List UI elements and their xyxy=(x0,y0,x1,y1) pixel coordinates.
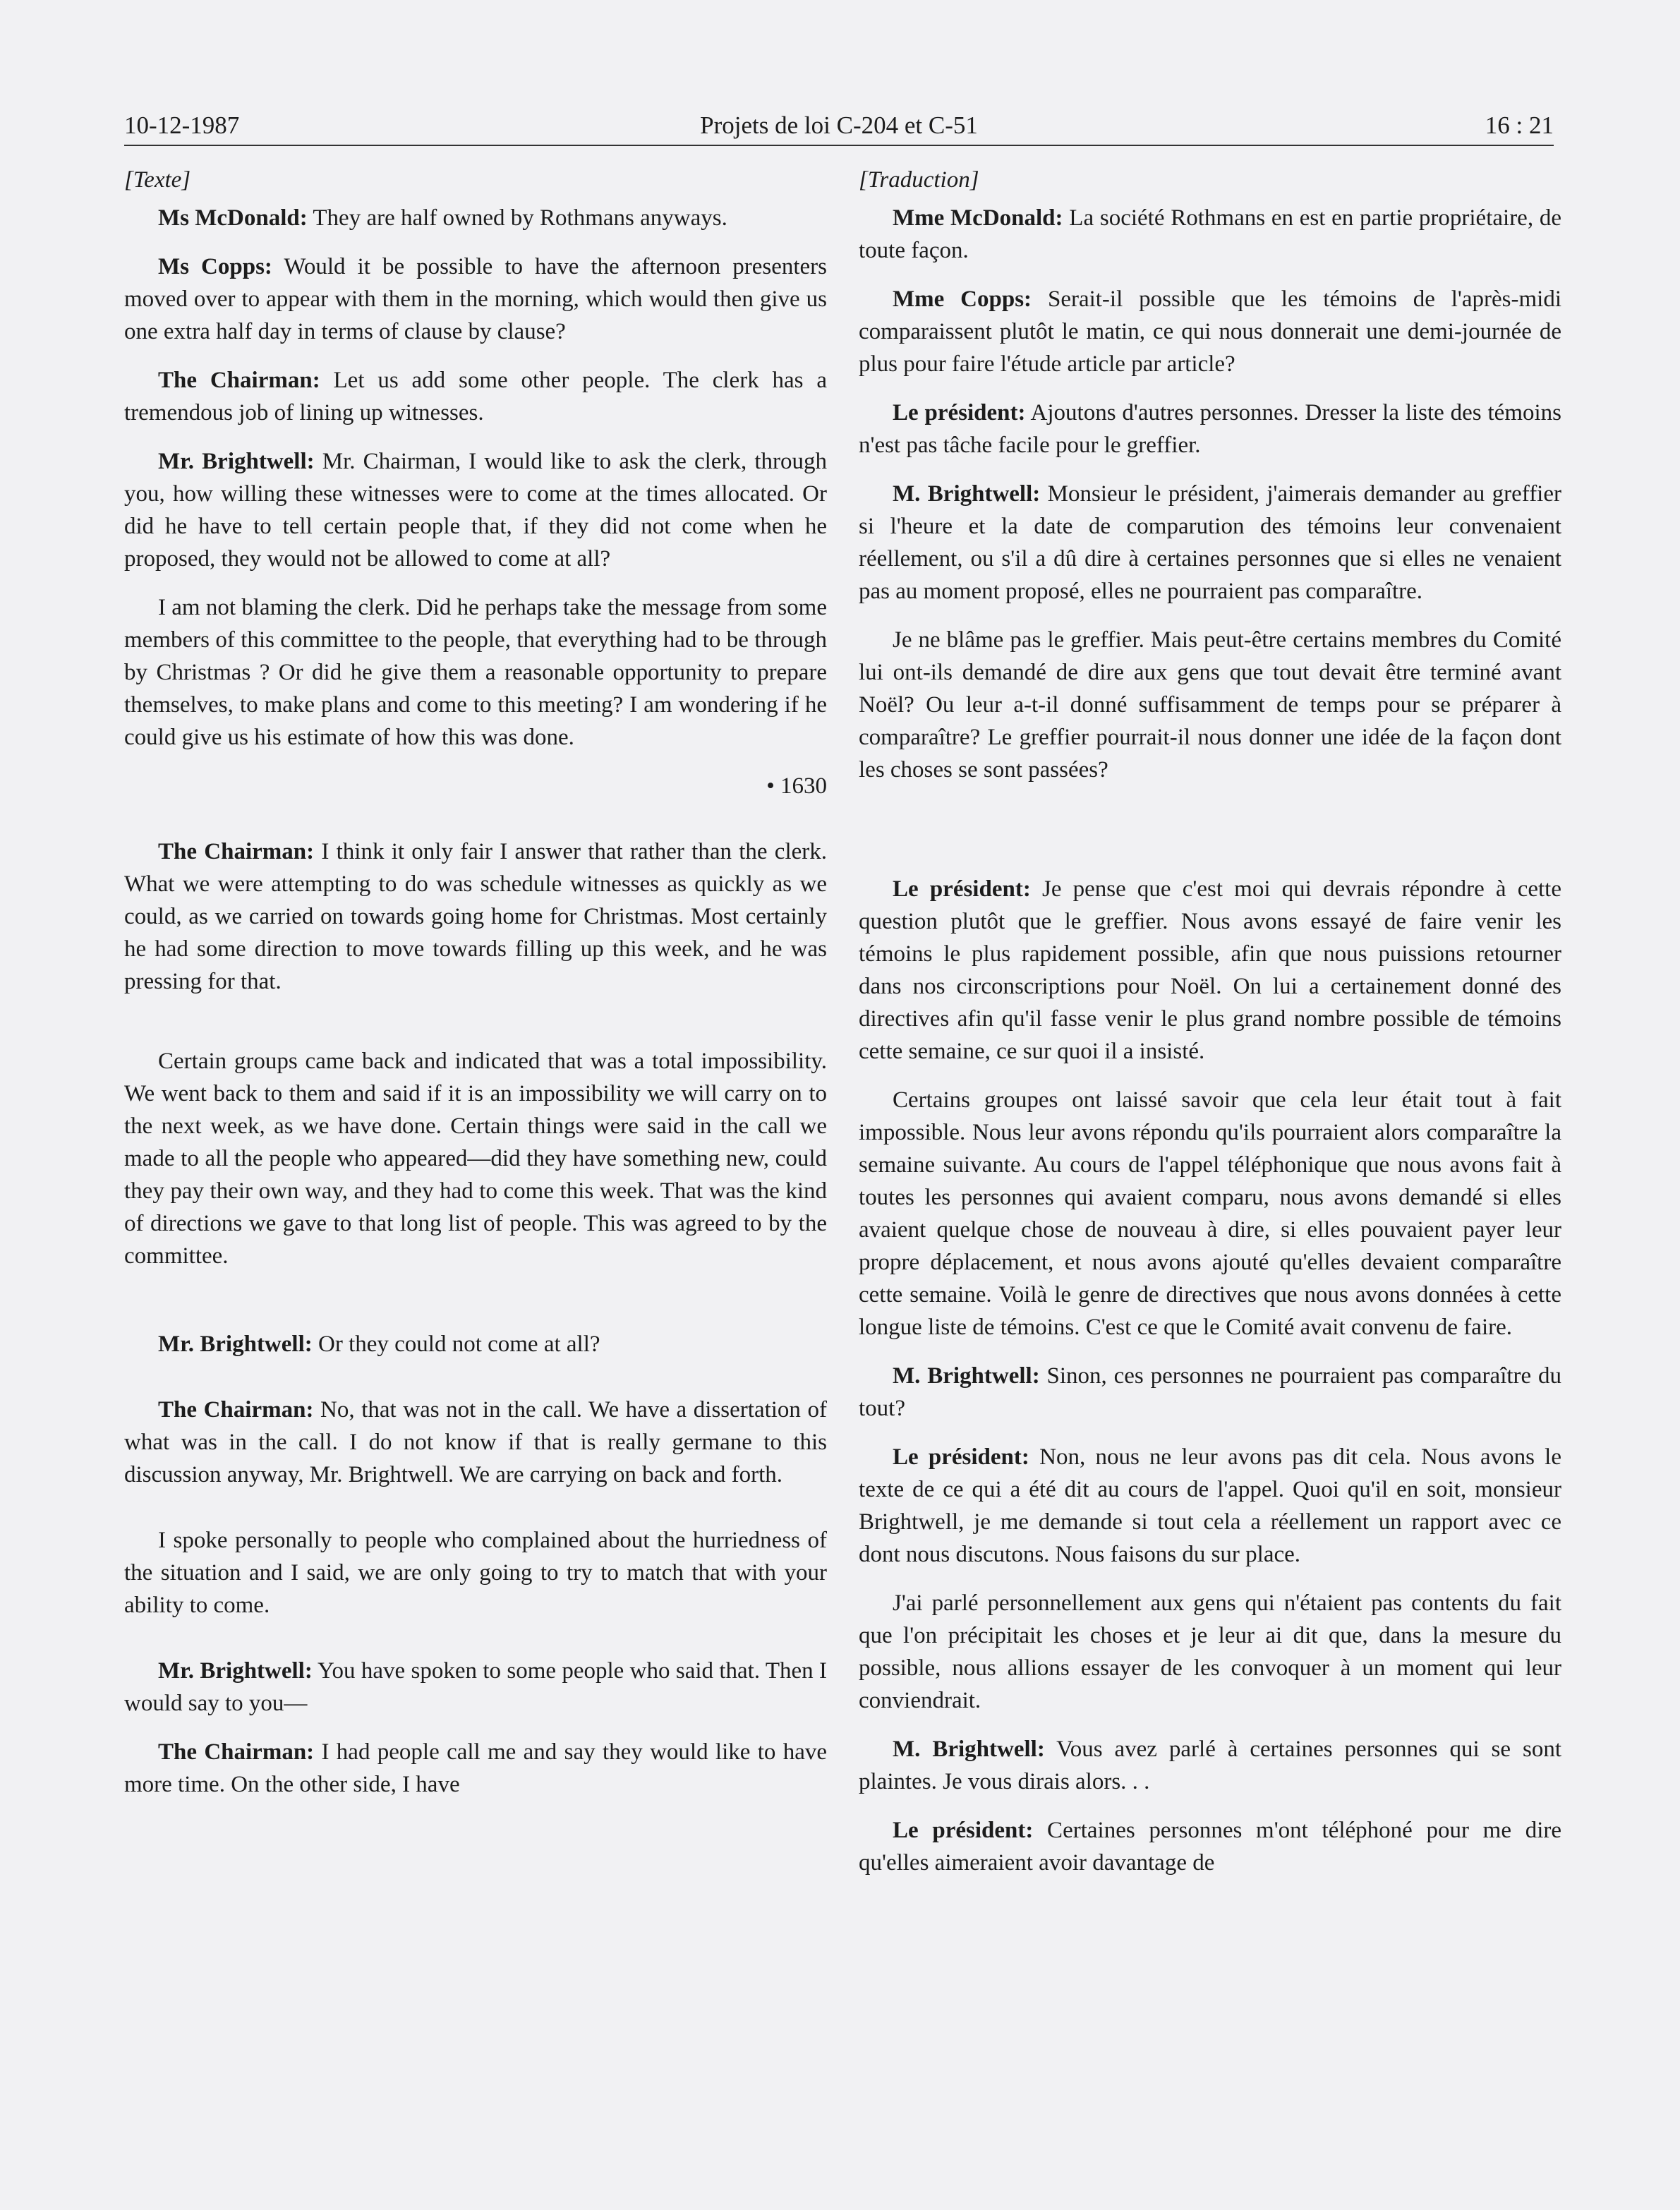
speaker-name: Le président: xyxy=(893,1818,1034,1843)
paragraph-text: Certain groups came back and indicated that was a total impossibility. We went back to them and said if it is an impossibility we will carry on to the next week, as we have done. Certain things were said in the call we made to all the people who appeared—did they have something new, could they pay their own way, and they had to come this week. That was the kind of directions we gave to that long list of people. This was agreed to by the committee. xyxy=(124,1049,827,1269)
paragraph xyxy=(859,1084,1561,1343)
paragraph-text: J'ai parlé personnellement aux gens qui n'étaient pas contents du fait que l'on précipitait les choses et je leur ai dit que, dans la mesure du possible, nous allions essayer de les convoquer à un moment qui leur conviendrait. xyxy=(859,1590,1561,1713)
paragraph-text: Or they could not come at all? xyxy=(312,1332,600,1357)
paragraph-text: Certaines personnes m'ont téléphoné pour me dire qu'elles aimeraient avoir davantage de xyxy=(859,1818,1561,1876)
speaker-name: Ms McDonald: xyxy=(158,205,308,231)
paragraph-text: Sinon, ces personnes ne pourraient pas comparaître du tout? xyxy=(859,1363,1561,1421)
page-header xyxy=(124,106,1554,148)
paragraph xyxy=(859,1733,1561,1798)
paragraph xyxy=(859,873,1561,1068)
paragraph-text: Vous avez parlé à certaines personnes qui se sont plaintes. Je vous dirais alors. . . xyxy=(859,1737,1561,1794)
paragraph-text: Mr. Chairman, I would like to ask the clerk, through you, how willing these witnesses were to come at the times allocated. Or did he have to tell certain people that, if they did not come when he proposed, they would not be allowed to come at all? xyxy=(124,449,827,572)
time-marker: • 1630 xyxy=(766,773,827,799)
paragraph xyxy=(859,624,1561,786)
paragraph xyxy=(124,1394,827,1491)
paragraph xyxy=(124,445,827,575)
header-page-number: 16 : 21 xyxy=(1485,111,1554,139)
paragraph-text: I think it only fair I answer that rather than the clerk. What we were attempting to do was schedule witnesses as quickly as we could, as we carried on towards going home for Christmas. Most certainly he had some direction to move towards filling up this week, and he was pressing for that. xyxy=(124,839,827,994)
section-label-texte: [Texte] xyxy=(124,167,191,193)
paragraph xyxy=(124,1655,827,1720)
speaker-name: Mr. Brightwell: xyxy=(158,1332,313,1357)
paragraph xyxy=(124,364,827,429)
paragraph xyxy=(124,1328,827,1360)
paragraph xyxy=(859,1814,1561,1879)
paragraph xyxy=(124,1736,827,1801)
paragraph xyxy=(124,250,827,348)
paragraph xyxy=(859,1360,1561,1425)
header-rule xyxy=(124,145,1554,146)
english-column xyxy=(124,164,827,1817)
paragraph-text: I am not blaming the clerk. Did he perhaps take the message from some members of this committee to the people, that everything had to be through by Christmas ? Or did he give them a reasonable opportunity to prepare themselves, to make plans and come to this meeting? I am wondering if he could give us his estimate of how this was done. xyxy=(124,595,827,750)
paragraph-text: Would it be possible to have the afternoon presenters moved over to appear with them in the morning, which would then give us one extra half day in terms of clause by clause? xyxy=(124,254,827,344)
paragraph-text: Je ne blâme pas le greffier. Mais peut-être certains membres du Comité lui ont-ils demandé de dire aux gens que tout devait être terminé avant Noël? Ou leur a-t-il donné suffisamment de temps pour se préparer à comparaître? Le greffier pourrait-il nous donner une idée de la façon dont les choses se sont passées? xyxy=(859,627,1561,783)
paragraph-text: Ajoutons d'autres personnes. Dresser la liste des témoins n'est pas tâche facile pour le greffier. xyxy=(859,400,1561,458)
paragraph-text: I had people call me and say they would like to have more time. On the other side, I have xyxy=(124,1739,827,1797)
paragraph xyxy=(124,202,827,234)
paragraph-text: I spoke personally to people who complained about the hurriedness of the situation and I said, we are only going to try to match that with your ability to come. xyxy=(124,1528,827,1618)
paragraph-text: Monsieur le président, j'aimerais demander au greffier si l'heure et la date de comparution des témoins leur convenaient réellement, ou s'il a dû dire à certaines personnes que si elles ne venaient pas au moment proposé, elles ne pourraient pas comparaître. xyxy=(859,481,1561,604)
paragraph xyxy=(124,835,827,998)
speaker-name: Mme McDonald: xyxy=(893,205,1063,231)
paragraph-text: You have spoken to some people who said that. Then I would say to you— xyxy=(124,1658,827,1716)
speaker-name: Ms Copps: xyxy=(158,254,272,279)
paragraph-text: La société Rothmans en est en partie propriétaire, de toute façon. xyxy=(859,205,1561,263)
paragraph xyxy=(124,591,827,754)
header-date: 10-12-1987 xyxy=(124,111,240,139)
speaker-name: The Chairman: xyxy=(158,1739,315,1765)
paragraph-text: Let us add some other people. The clerk has a tremendous job of lining up witnesses. xyxy=(124,368,828,425)
speaker-name: Le président: xyxy=(893,1444,1029,1470)
paragraph xyxy=(859,1441,1561,1571)
paragraph xyxy=(859,202,1561,267)
speaker-name: The Chairman: xyxy=(158,839,315,864)
header-title: Projets de loi C-204 et C-51 xyxy=(700,111,978,139)
french-column xyxy=(859,164,1561,1895)
speaker-name: M. Brightwell: xyxy=(893,1737,1045,1762)
paragraph-text: Serait-il possible que les témoins de l'après-midi comparaissent plutôt le matin, ce qui nous donnerait une demi-journée de plus pour faire l'étude article par article? xyxy=(859,286,1561,377)
paragraph xyxy=(859,397,1561,461)
speaker-name: Mr. Brightwell: xyxy=(158,1658,313,1684)
paragraph xyxy=(859,283,1561,380)
speaker-name: The Chairman: xyxy=(158,1397,314,1423)
paragraph xyxy=(859,1587,1561,1717)
speaker-name: M. Brightwell: xyxy=(893,481,1041,507)
speaker-name: Mr. Brightwell: xyxy=(158,449,315,474)
paragraph xyxy=(859,478,1561,608)
paragraph xyxy=(124,1045,827,1272)
speaker-name: The Chairman: xyxy=(158,368,320,393)
paragraph-text: Je pense que c'est moi qui devrais répondre à cette question plutôt que le greffier. Nous avons essayé de faire venir les témoins le plus rapidement possible, afin que nous puissions retourner dans nos circonscriptions pour Noël. On lui a certainement donné des directives afin qu'il fasse venir le plus grand nombre possible de témoins cette semaine, ce sur quoi il a insisté. xyxy=(859,876,1561,1064)
speaker-name: Le président: xyxy=(893,400,1026,425)
paragraph xyxy=(124,1524,827,1622)
speaker-name: M. Brightwell: xyxy=(893,1363,1040,1389)
speaker-name: Mme Copps: xyxy=(893,286,1032,312)
paragraph-text: Non, nous ne leur avons pas dit cela. Nous avons le texte de ce qui a été dit au cours de l'appel. Quoi qu'il en soit, monsieur Brightwell, je me demande si tout cela a réellement un rapport avec ce dont nous discutons. Nous faisons du sur place. xyxy=(859,1444,1561,1567)
speaker-name: Le président: xyxy=(893,876,1031,902)
paragraph-text: No, that was not in the call. We have a dissertation of what was in the call. I do not know if that is really germane to this discussion anyway, Mr. Brightwell. We are carrying on back and forth. xyxy=(124,1397,828,1487)
section-label-traduction: [Traduction] xyxy=(859,167,979,193)
paragraph-text: They are half owned by Rothmans anyways. xyxy=(307,205,727,231)
paragraph-text: Certains groupes ont laissé savoir que cela leur était tout à fait impossible. Nous leur avons répondu qu'ils pourraient alors comparaître la semaine suivante. Au cours de l'appel téléphonique que nous avons fait à toutes les personnes qui avaient comparu, nous avons demandé si elles avaient quelque chose de nouveau à dire, si elles pouvaient payer leur propre déplacement, et nous avons ajouté qu'elles devaient comparaître cette semaine. Voilà le genre de directives que nous avons données à cette longue liste de témoins. C'est ce que le Comité avait convenu de faire. xyxy=(859,1087,1561,1340)
